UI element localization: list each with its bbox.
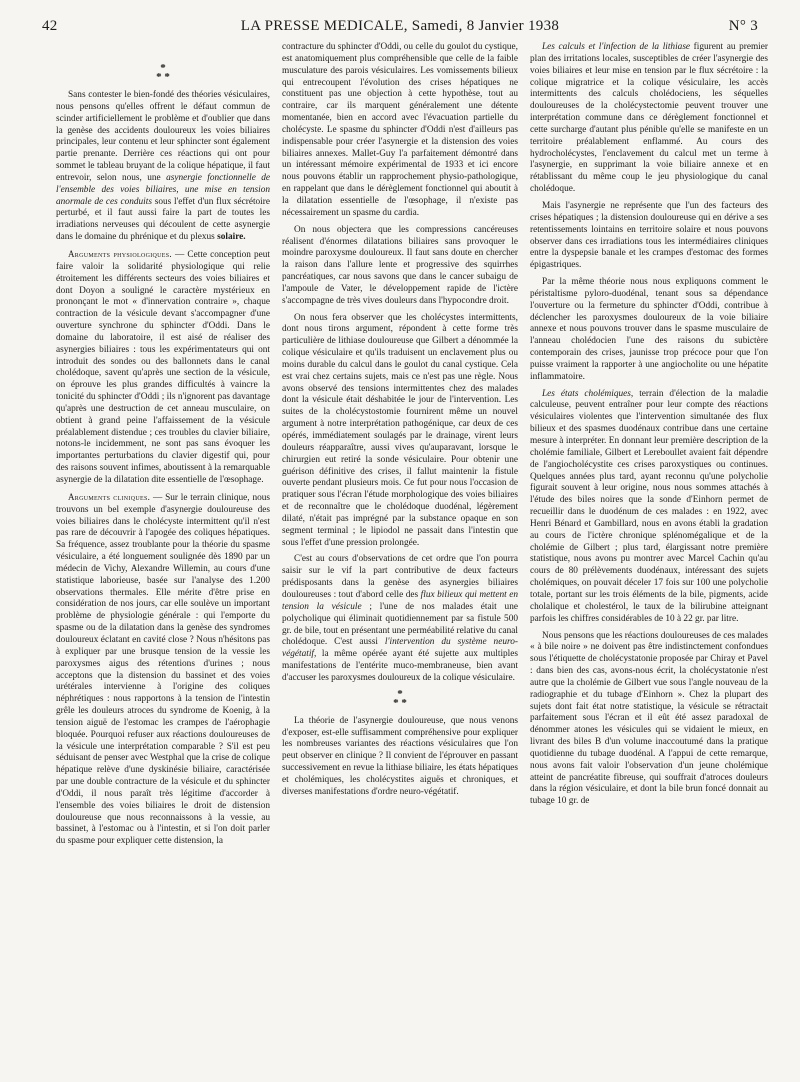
paragraph: Sans contester le bien-fondé des théories vésiculaires, nous pensons qu'elles offrent le défaut commun de scinder artificiellement le problème et d'oublier que dans la genèse des accidents douloureux les voies biliaires principales, leur contenu et leur sphincter sont également partie prenante. Derrière ces réactions qui ont pour sommet le tableau bruyant de la colique hépatique, il faut entrevoir, selon nous, une asynergie fonctionnelle de l'ensemble des voies biliaires, une mise en tension anormale de ces conduits sous l'effet d'un flux sécrétoire perturbé, et il faut aussi faire la part de toutes les irradiations nerveuses qui découlent de cette asynergie dans le domaine du phrénique et du plexus solaire. [56,90,270,243]
paragraph: Par la même théorie nous nous expliquons comment le péristaltisme pyloro-duodénal, tenant sous sa dépendance l'ouverture ou la fermeture du sphincter d'Oddi, contribue à déclencher les paroxysmes douloureux de la voie biliaire annexe et nous pouvons trouver dans le spasme musculaire de l'anneau cholédocien l'une des raisons du subictère contemporain des crises, jaunisse trop précoce pour que l'on puisse vraiment la rapporter à une angiocholite ou une hépatite inflammatoire. [530,277,768,382]
paragraph: Les calculs et l'infection de la lithiase figurent au premier plan des irritations locales, susceptibles de créer l'asynergie des voies biliaires et leur mise en tension par le flux sécrétoire : la colique migratrice et la colique vésiculaire, les accès intermittents des calculs cholédociens, les séquelles douloureuses de la cholécystectomie peuvent trouver une interprétation commune dans ce dérèglement fonctionnel et cette surcharge d'autant plus pénible qu'elle se manifeste en un territoire préalablement enflammé. Au cours des hydrocholécystes, l'enclavement du calcul met un terme à l'asynergie, en supprimant la voie biliaire annexe et en rétablissant du même coup le jeu physiologique du canal cholédoque. [530,42,768,195]
paragraph: Nous pensons que les réactions douloureuses de ces malades « à bile noire » ne doivent pas être indistinctement confondues sous l'étiquette de cholécystatonie proposée par Chiray et Pavel : dans bien des cas, avons-nous écrit, la cholécystatonie n'est autre que la cholémie de Gilbert vue sous l'angle nouveau de la radiographie et du tubage d'Einhorn ». Chez la plupart des sujets dont fait état notre statistique, la vésicule se rétractait parfaitement sous l'écran et il eût été assez paradoxal de dénommer atones les vésicules qui se vidaient le mieux, en livrant des biles B d'un volume inaccoutumé dans la pratique quotidienne du tubage duodénal. A l'appui de cette remarque, nous avons fait valoir l'observation d'un jeune cholémique atteint de pancréatite fibreuse, qui souffrait d'atroces douleurs dans la région vésiculaire, et dont la bile brun foncé donnait au tubage 10 gr. de [530,630,768,807]
column-2 [282,42,518,1068]
section-heading: Arguments physiologiques. [68,248,172,259]
paragraph: Les états cholémiques, terrain d'élection de la maladie calculeuse, peuvent entraîner pour leur compte des réactions vésiculaires violentes que l'intervention simultanée des flux bilieux et des spasmes duodénaux contribue dans une certaine mesure à interpréter. En donnant leur première description de la cholémie familiale, Gilbert et Lereboullet avaient fait dépendre de l'angiocholécystite ces crises paroxystiques ou continues. Quelques années plus tard, ayant reconnu qu'une polycholie figurait souvent à leur origine, nous nous sommes attachés à l'étude des biles noires que la sonde d'Einhorn permet de recueillir dans le duodénum de ces malades : en 1922, avec Henri Bénard et Gambillard, nous en avons établi la gradation au cours de l'ictère chronique splénomégalique et de la cholémie de Gilbert ; plus tard, élargissant notre première statistique, nous avons pu montrer avec Marcel Cachin qu'au cours de 80 prélèvements duodénaux, intéressant des sujets cholémiques, on pouvait déceler 17 fois sur 100 une polycholie totale, portant sur les trois éléments de la bile, pigments, acide cholalique et cholestérol, le taux de la bilirubine atteignant parfois les chiffres considérables de 10 à 22 gr. par litre. [530,388,768,624]
paragraph: On nous fera observer que les cholécystes intermittents, dont nous tirons argument, répondent à cette forme très particulière de lithiase douloureuse que Gilbert a dénommée la colique vésiculaire et qu'ils traduisent un enclavement plus ou moins durable du calcul dans le goulot du canal cystique. Cela est vrai chez certains sujets, mais ce n'est pas une règle. Nous avons observé des tensions intermittentes chez des malades dont la vésicule était déshabitée le jour de l'intervention. Les suites de la cholécystostomie fournirent même un nouvel argument à notre interprétation pathogénique, car deux de ces opérés, immédiatement soulagés par le drainage, virent leurs douleurs réapparaître, aussi vives qu'auparavant, lorsque le chirurgien eut retiré la sonde vésiculaire. Pour obtenir une guérison définitive des crises, il fallut maintenir la fistule ouverte pendant plusieurs mois. Ce fut pour nous l'occasion de pratiquer sous l'écran l'étude morphologique des voies biliaires et de reconnaître que le cholédoque duodénal, légèrement dilaté, n'était pas imprégné par la substance opaque en son segment terminal ; le lipiodol ne passait dans l'intestin que sous l'effet d'une pression prolongée. [282,312,518,548]
column-1 [56,62,270,1068]
section-heading: Arguments cliniques. [68,491,151,502]
section-separator: * * * [393,687,407,709]
paragraph: Arguments physiologiques. — Cette conception peut faire valoir la solidarité physiologique qui relie étroitement les différents secteurs des voies biliaires et dont Doyon a souligné le caractère mystérieux en prononçant le mot « d'innervation contraire », chaque contraction de la vésicule devant s'accompagner d'une ouverture synchrone du sphincter d'Oddi. Dans le domaine du laboratoire, il est aisé de réaliser des asynergies biliaires : tous les expérimentateurs qui ont introduit des sondes ou des ballonnets dans le canal cholédoque, savent qu'après une section de la vésicule, on éprouve les plus grandes difficultés à vaincre la tonicité du sphincter d'Oddi ; ils n'ignorent pas davantage qu'après une destruction de cet anneau musculaire, on obtient à grand peine l'affaissement de la vésicule préalablement distendue ; ces troubles du clavier biliaire, notons-le incidemment, ne sont pas sans évoquer les importantes perturbations du clavier digestif qui, pour des raisons souvent infimes, aboutissent à la remarquable asynergie de la dilatation dite essentielle de l'œsophage. [56,248,270,485]
paragraph: On nous objectera que les compressions cancéreuses réalisent d'énormes dilatations biliaires sans provoquer le moindre paroxysme douloureux. Il faut sans doute en chercher la raison dans l'allure lente et progressive des squirrhes pancréatiques, car nous savons que dans le cancer subaigu de l'ampoule de Vater, le développement rapide de l'ictère s'accompagne de très vives douleurs dans l'hypocondre droit. [282,224,518,306]
page-number: 42 [42,18,58,34]
column-3 [530,42,768,1068]
issue-number: N° 3 [728,18,758,34]
paragraph: La théorie de l'asynergie douloureuse, que nous venons d'exposer, est-elle suffisamment compréhensive pour expliquer les nombreuses variantes des réactions vésiculaires que l'on peut observer en clinique ? Il convient de l'éprouver en passant successivement en revue la lithiase biliaire, les états hépatiques et cholémiques, les cholécystites aiguës et chroniques, et diverses manifestations d'ordre neuro-végétatif. [282,715,518,797]
paragraph: Mais l'asynergie ne représente que l'un des facteurs des crises hépatiques ; la distension douloureuse qui en dérive a ses retentissements lointains en territoire solaire et nous pouvons observer dans ces irradiations tous les intermédiaires cliniques entre la dyspepsie banale et les crampes d'estomac des formes épigastriques. [530,200,768,271]
paragraph: C'est au cours d'observations de cet ordre que l'on pourra saisir sur le vif la part contributive de deux facteurs prédisposants dans la genèse des asynergies biliaires douloureuses : tout d'abord celle des flux bilieux qui mettent en tension la vésicule ; l'une de nos malades était une polycholique qui éliminait quotidiennement par sa fistule 500 gr. de bile, tout en présentant une perméabilité relative du canal cholédoque. C'est aussi l'intervention du système neuro-végétatif, la même opérée ayant été sujette aux multiples manifestations de l'entérite muco-membraneuse, bien avant d'accuser les paroxysmes douloureux de la colique vésiculaire. [282,554,518,683]
page-header [42,18,758,36]
section-separator: * * * [156,62,170,83]
paragraph: Arguments cliniques. — Sur le terrain clinique, nous trouvons un bel exemple d'asynergie douloureuse des voies biliaires dans le cholécyste intermittent qu'il n'est pas rare de découvrir à l'apogée des coliques hépatiques. Sa fréquence, assez troublante pour la théorie du spasme vésiculaire, a été longuement soulignée dès 1890 par un médecin de Vichy, Alexandre Willemin, au cours d'une statistique laborieuse, basée sur l'analyse des 1.200 observations thermales. Elle mérite d'être prise en considération de nos jours, car elle soulève un important problème de physiologie générale : qui l'emporte du spasme ou de la dilatation dans la genèse des syndromes douloureux éclatant en cavité close ? Nous n'hésitons pas à expliquer par une brusque tension de la vessie les paroxysmes aigus des rétentions d'urines ; nous acceptons que la distension du bassinet et des voies urétérales intervienne à l'origine des coliques néphrétiques : nous rapportons à la tension de l'intestin grêle les douleurs atroces du syndrome de Koenig, à la tension aiguë de l'estomac les crampes de l'aérophagie bloquée. Pourquoi refuser aux réactions douloureuses de la vésicule une interprétation comparable ? S'il est peu séduisant de penser avec Westphal que la crise de colique hépatique relève d'une dyskinésie biliaire, caractérisée par une double contracture de la vésicule et du sphincter d'Oddi, il nous paraît très légitime d'accorder à l'ensemble des voies biliaires le droit de distension douloureuse que nous reconnaissons à la vessie, au bassinet, à l'estomac ou à l'intestin, et si l'on doit parler du spasme pour expliquer cette distension, la [56,491,270,847]
paragraph: contracture du sphincter d'Oddi, ou celle du goulot du cystique, est anatomiquement plus compréhensible que celle de la faible musculature des parois vésiculaires. Les vomissements bilieux qui entrecoupent l'évolution des crises hépatiques ne constituent pas une objection à cette hypothèse, tout au contraire, car ils marquent généralement une détente momentanée, bien en accord avec l'évacuation partielle du cholécyste. Le spasme du sphincter d'Oddi n'est d'ailleurs pas indispensable pour créer l'asynergie et la distension des voies biliaires annexes. Mallet-Guy l'a parfaitement démontré dans un intéressant mémoire expérimental de 1933 et ici encore nous pouvons établir un rapprochement physio-pathologique, en rappelant que dans le dérèglement fonctionnel qui aboutit à la dilatation essentielle de l'œsophage, il n'existe pas nécessairement un spasme du cardia. [282,42,518,218]
journal-title: LA PRESSE MEDICALE, Samedi, 8 Janvier 1938 [240,18,560,34]
